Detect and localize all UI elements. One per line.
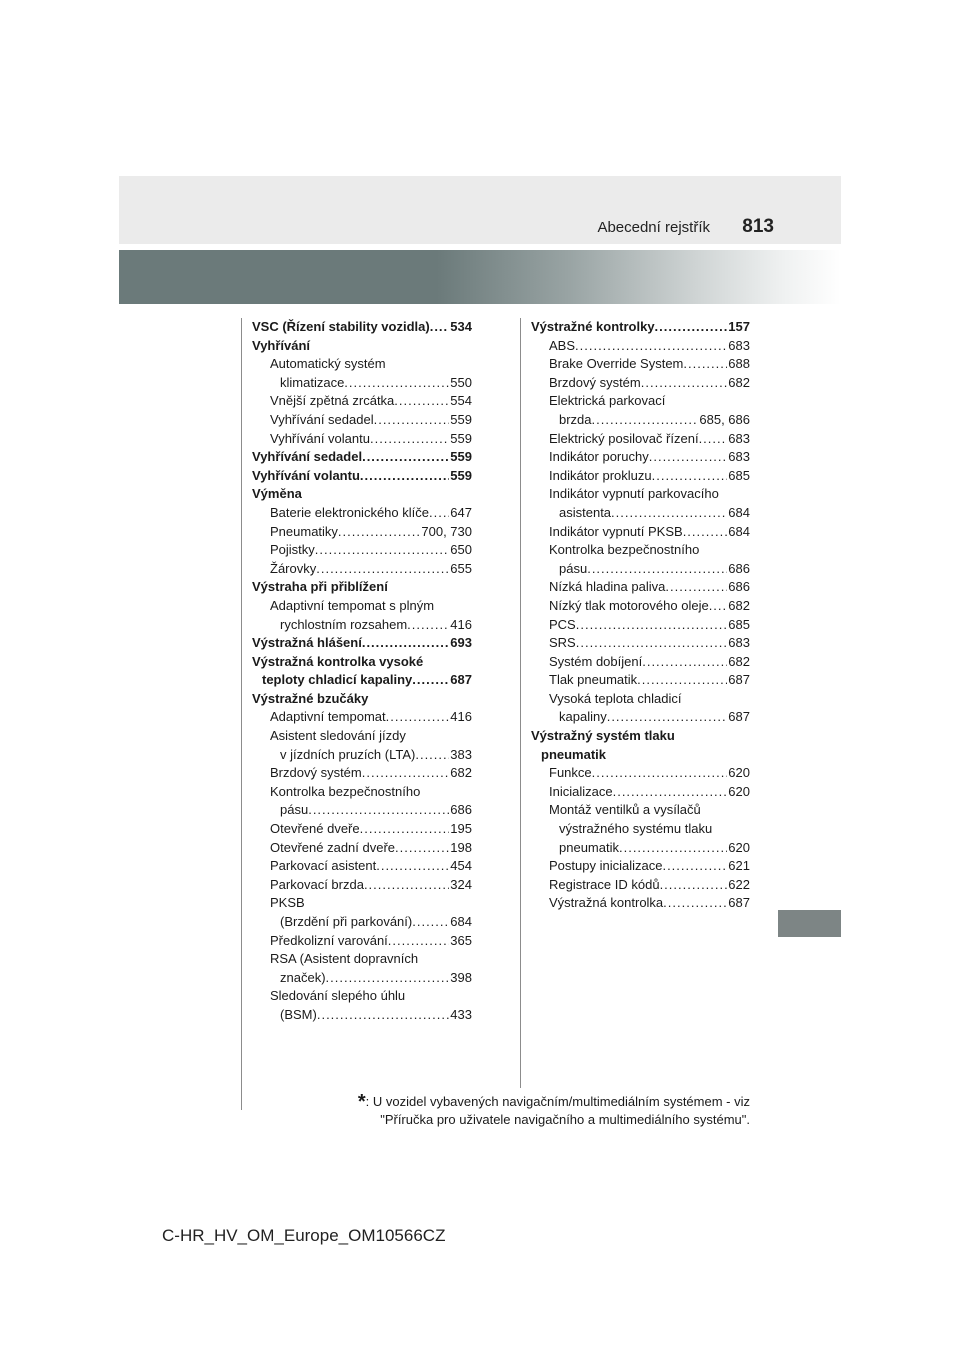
entry-page-ref: 682: [728, 653, 750, 669]
index-entry: [252, 969, 472, 988]
index-subentry-text: Kontrolka bezpečnostního: [549, 542, 700, 558]
entry-page-ref: 550: [450, 374, 472, 390]
entry-page-ref: 700, 730: [421, 523, 472, 539]
index-entry: [531, 764, 750, 783]
entry-page-ref: 454: [450, 858, 472, 874]
entry-page-ref: 647: [450, 504, 472, 520]
entry-label: brzda: [559, 411, 592, 427]
entry-page-ref: 686: [728, 560, 750, 576]
index-entry: [531, 894, 750, 913]
entry-page-ref: 534: [450, 319, 472, 334]
index-column-right: [531, 318, 750, 913]
index-entry: [252, 876, 472, 895]
entry-page-ref: 686: [450, 802, 472, 818]
index-entry: [531, 597, 750, 616]
entry-page-ref: 621: [728, 858, 750, 874]
entry-label: v jízdních pruzích (LTA): [280, 746, 416, 762]
entry-label: klimatizace: [280, 374, 345, 390]
footnote-text-1: : U vozidel vybavených navigačním/multimediálním systémem - viz: [365, 1094, 750, 1109]
leader-dots: [699, 430, 728, 449]
leader-dots: [430, 318, 450, 337]
section-title: Abecední rejstřík: [597, 219, 710, 236]
index-heading: Výstraha při přiblížení: [252, 579, 388, 595]
entry-label: Nízká hladina paliva: [549, 579, 666, 595]
leader-dots: [395, 839, 449, 858]
index-subentry-text: Indikátor vypnutí parkovacího: [549, 486, 719, 502]
entry-label: Otevřené zadní dveře: [270, 839, 396, 855]
page-number: 813: [742, 216, 774, 237]
entry-page-ref: 620: [728, 839, 750, 855]
index-entry: [531, 616, 750, 635]
entry-label: SRS: [549, 635, 576, 651]
leader-dots: [642, 653, 727, 672]
entry-page-ref: 416: [450, 709, 472, 725]
entry-page-ref: 684: [728, 504, 750, 520]
entry-page-ref: 157: [728, 319, 750, 334]
entry-label: (BSM): [280, 1006, 317, 1022]
leader-dots: [386, 708, 450, 727]
entry-label: Registrace ID kódů: [549, 876, 660, 892]
entry-page-ref: 622: [728, 876, 750, 892]
leader-dots: [576, 634, 728, 653]
index-heading: Vyhřívání: [252, 337, 311, 353]
index-subentry-text: Elektrická parkovací: [549, 393, 666, 409]
index-entry: [252, 523, 472, 542]
index-entry: [252, 913, 472, 932]
leader-dots: [619, 839, 727, 858]
leader-dots: [415, 746, 449, 765]
entry-label: Funkce: [549, 765, 592, 781]
index-entry: [531, 876, 750, 895]
index-entry: [531, 430, 750, 449]
footnote-line-2: "Příručka pro uživatele navigačního a multimediálního systému".: [380, 1112, 750, 1127]
entry-page-ref: 650: [450, 542, 472, 558]
leader-dots: [587, 560, 727, 579]
index-entry: [252, 1006, 472, 1025]
leader-dots: [316, 560, 449, 579]
index-entry: [252, 504, 472, 523]
entry-label: Systém dobíjení: [549, 653, 643, 669]
entry-page-ref: 684: [450, 914, 472, 929]
entry-label: Otevřené dveře: [270, 821, 360, 837]
leader-dots: [613, 783, 728, 802]
index-entry: [252, 560, 472, 579]
entry-page-ref: 683: [728, 449, 750, 465]
index-entry: [531, 523, 750, 542]
leader-dots: [364, 876, 449, 895]
index-entry: [252, 616, 472, 635]
index-entry: [531, 839, 750, 858]
leader-dots: [388, 932, 450, 951]
index-subentry-text: PKSB: [270, 895, 305, 911]
entry-page-ref: 687: [728, 672, 750, 688]
entry-label: Postupy inicializace: [549, 858, 663, 874]
entry-page-ref: 686: [728, 579, 750, 595]
index-entry: [252, 448, 472, 467]
document-code: C-HR_HV_OM_Europe_OM10566CZ: [162, 1226, 446, 1245]
entry-label: rychlostním rozsahem: [280, 616, 408, 632]
entry-page-ref: 554: [450, 393, 472, 409]
index-subentry-text: Vysoká teplota chladicí: [549, 690, 682, 706]
index-entry: [531, 467, 750, 486]
entry-label: Předkolizní varování: [270, 932, 388, 948]
index-entry: [252, 541, 472, 560]
entry-label: Parkovací asistent: [270, 858, 377, 874]
index-entry: [531, 318, 750, 337]
entry-label: Tlak pneumatik: [549, 672, 638, 688]
footnote-line-1: [358, 1093, 750, 1111]
index-entry: [252, 671, 472, 690]
leader-dots: [412, 671, 449, 690]
entry-label: Vnější zpětná zrcátka: [270, 393, 395, 409]
entry-label: Vyhřívání volantu: [252, 467, 360, 483]
entry-page-ref: 559: [450, 430, 472, 446]
entry-label: Vyhřívání sedadel: [252, 449, 363, 465]
entry-page-ref: 559: [450, 411, 472, 427]
index-entry: [252, 764, 472, 783]
leader-dots: [338, 523, 420, 542]
index-entry: [252, 374, 472, 393]
leader-dots: [407, 616, 449, 635]
leader-dots: [607, 708, 728, 727]
leader-dots: [374, 411, 450, 430]
leader-dots: [683, 523, 728, 542]
entry-page-ref: 693: [450, 635, 472, 651]
entry-page-ref: 433: [450, 1006, 472, 1022]
chapter-side-tab: [778, 910, 841, 937]
entry-label: značek): [280, 969, 326, 985]
entry-page-ref: 620: [728, 765, 750, 781]
index-entry: [531, 355, 750, 374]
leader-dots: [592, 411, 699, 430]
index-entry: [252, 857, 472, 876]
entry-label: Adaptivní tempomat: [270, 709, 386, 725]
index-entry: [531, 504, 750, 523]
index-entry: [252, 801, 472, 820]
entry-page-ref: 559: [450, 449, 472, 465]
entry-label: asistenta: [559, 504, 612, 520]
entry-label: Indikátor vypnutí PKSB: [549, 523, 683, 539]
index-entry: [252, 708, 472, 727]
entry-label: Pneumatiky: [270, 523, 338, 539]
leader-dots: [662, 857, 727, 876]
entry-label: Výstražná hlášení: [252, 635, 362, 651]
leader-dots: [649, 448, 728, 467]
entry-page-ref: 383: [450, 746, 472, 762]
entry-page-ref: 685, 686: [699, 411, 750, 427]
index-entry: [252, 932, 472, 951]
entry-page-ref: 324: [450, 876, 472, 892]
leader-dots: [663, 894, 727, 913]
index-entry: [252, 746, 472, 765]
entry-label: Výstražné kontrolky: [531, 319, 655, 334]
index-entry: [531, 708, 750, 727]
entry-label: Inicializace: [549, 783, 613, 799]
leader-dots: [665, 578, 727, 597]
leader-dots: [362, 448, 449, 467]
leader-dots: [641, 374, 728, 393]
entry-page-ref: 687: [450, 672, 472, 688]
leader-dots: [376, 857, 449, 876]
index-column-left: [252, 318, 472, 1025]
index-entry: [531, 560, 750, 579]
index-entry: [252, 392, 472, 411]
entry-page-ref: 682: [728, 597, 750, 613]
entry-page-ref: 683: [728, 337, 750, 353]
index-subentry-text: Adaptivní tempomat s plným: [270, 597, 435, 613]
entry-page-ref: 198: [450, 839, 472, 855]
entry-page-ref: 655: [450, 560, 472, 576]
entry-label: Vyhřívání sedadel: [270, 411, 374, 427]
entry-page-ref: 398: [450, 969, 472, 985]
leader-dots: [412, 913, 449, 932]
entry-label: pásu: [280, 802, 309, 818]
index-heading: Výstražná kontrolka vysoké: [252, 653, 424, 669]
entry-label: Brake Override System: [549, 356, 684, 372]
leader-dots: [360, 467, 449, 486]
entry-page-ref: 685: [728, 616, 750, 632]
entry-page-ref: 620: [728, 783, 750, 799]
leader-dots: [308, 801, 449, 820]
leader-dots: [317, 1006, 449, 1025]
index-entry: [531, 634, 750, 653]
leader-dots: [362, 764, 450, 783]
index-entry: [252, 467, 472, 486]
index-entry: [531, 653, 750, 672]
entry-page-ref: 688: [728, 356, 750, 372]
index-subentry-text: Montáž ventilků a vysílačů: [549, 802, 701, 818]
entry-label: pneumatik: [559, 839, 619, 855]
leader-dots: [370, 430, 449, 449]
leader-dots: [652, 467, 728, 486]
middle-column-rule: [520, 318, 521, 1088]
entry-label: PCS: [549, 616, 576, 632]
entry-label: Brzdový systém: [549, 374, 641, 390]
index-heading: Výstražné bzučáky: [252, 690, 369, 706]
leader-dots: [592, 764, 728, 783]
footnote-marker: *: [357, 1091, 366, 1113]
index-entry: [531, 374, 750, 393]
leader-dots: [709, 597, 728, 616]
entry-label: Baterie elektronického klíče: [270, 504, 429, 520]
index-subentry-text: Kontrolka bezpečnostního: [270, 783, 421, 799]
entry-page-ref: 683: [728, 635, 750, 651]
entry-label: Parkovací brzda: [270, 876, 364, 892]
index-heading: Výstražný systém tlaku: [531, 728, 675, 744]
entry-label: Elektrický posilovač řízení: [549, 430, 699, 446]
entry-page-ref: 687: [728, 895, 750, 911]
entry-page-ref: 559: [450, 467, 472, 483]
entry-label: pásu: [559, 560, 588, 576]
leader-dots: [326, 969, 450, 988]
left-column-rule: [241, 318, 242, 1110]
entry-page-ref: 682: [728, 374, 750, 390]
entry-label: Brzdový systém: [270, 765, 362, 781]
index-subentry-text: Automatický systém: [270, 356, 386, 372]
leader-dots: [575, 337, 727, 356]
leader-dots: [655, 318, 728, 337]
entry-label: kapaliny: [559, 709, 607, 725]
entry-label: Indikátor prokluzu: [549, 467, 652, 483]
index-heading: Výměna: [252, 486, 302, 502]
leader-dots: [637, 671, 727, 690]
index-entry: [531, 857, 750, 876]
entry-page-ref: 684: [728, 523, 750, 539]
leader-dots: [660, 876, 728, 895]
leader-dots: [362, 634, 449, 653]
index-entry: [531, 578, 750, 597]
entry-label: VSC (Řízení stability vozidla): [252, 319, 430, 334]
index-subentry-text: výstražného systému tlaku: [559, 821, 713, 837]
entry-page-ref: 195: [450, 821, 472, 837]
entry-label: Vyhřívání volantu: [270, 430, 370, 446]
entry-label: Žárovky: [270, 560, 317, 576]
leader-dots: [394, 392, 449, 411]
index-entry: [531, 411, 750, 430]
index-heading: pneumatik: [541, 746, 607, 762]
index-entry: [531, 783, 750, 802]
index-entry: [252, 411, 472, 430]
header-band: [119, 176, 841, 244]
entry-label: Indikátor poruchy: [549, 449, 649, 465]
entry-page-ref: 683: [728, 430, 750, 446]
index-entry: [252, 820, 472, 839]
index-entry: [252, 634, 472, 653]
footnote: [358, 1093, 750, 1129]
entry-label: (Brzdění při parkování): [280, 914, 413, 929]
header-gradient-bar: [119, 250, 841, 304]
entry-label: ABS: [549, 337, 576, 353]
entry-label: Výstražná kontrolka: [549, 895, 664, 911]
entry-page-ref: 685: [728, 467, 750, 483]
index-entry: [252, 839, 472, 858]
entry-label: Pojistky: [270, 542, 315, 558]
entry-label: Nízký tlak motorového oleje: [549, 597, 709, 613]
leader-dots: [429, 504, 449, 523]
leader-dots: [315, 541, 450, 560]
entry-page-ref: 687: [728, 709, 750, 725]
leader-dots: [576, 616, 728, 635]
index-entry: [531, 337, 750, 356]
index-subentry-text: Sledování slepého úhlu: [270, 988, 406, 1004]
leader-dots: [360, 820, 450, 839]
entry-page-ref: 365: [450, 932, 472, 948]
entry-page-ref: 416: [450, 616, 472, 632]
index-entry: [531, 448, 750, 467]
index-subentry-text: Asistent sledování jízdy: [270, 728, 406, 744]
index-entry: [252, 318, 472, 337]
leader-dots: [683, 355, 727, 374]
leader-dots: [344, 374, 449, 393]
index-entry: [252, 430, 472, 449]
index-subentry-text: RSA (Asistent dopravních: [270, 951, 419, 967]
index-entry: [531, 671, 750, 690]
leader-dots: [611, 504, 727, 523]
entry-label: teploty chladicí kapaliny: [262, 672, 413, 688]
entry-page-ref: 682: [450, 765, 472, 781]
